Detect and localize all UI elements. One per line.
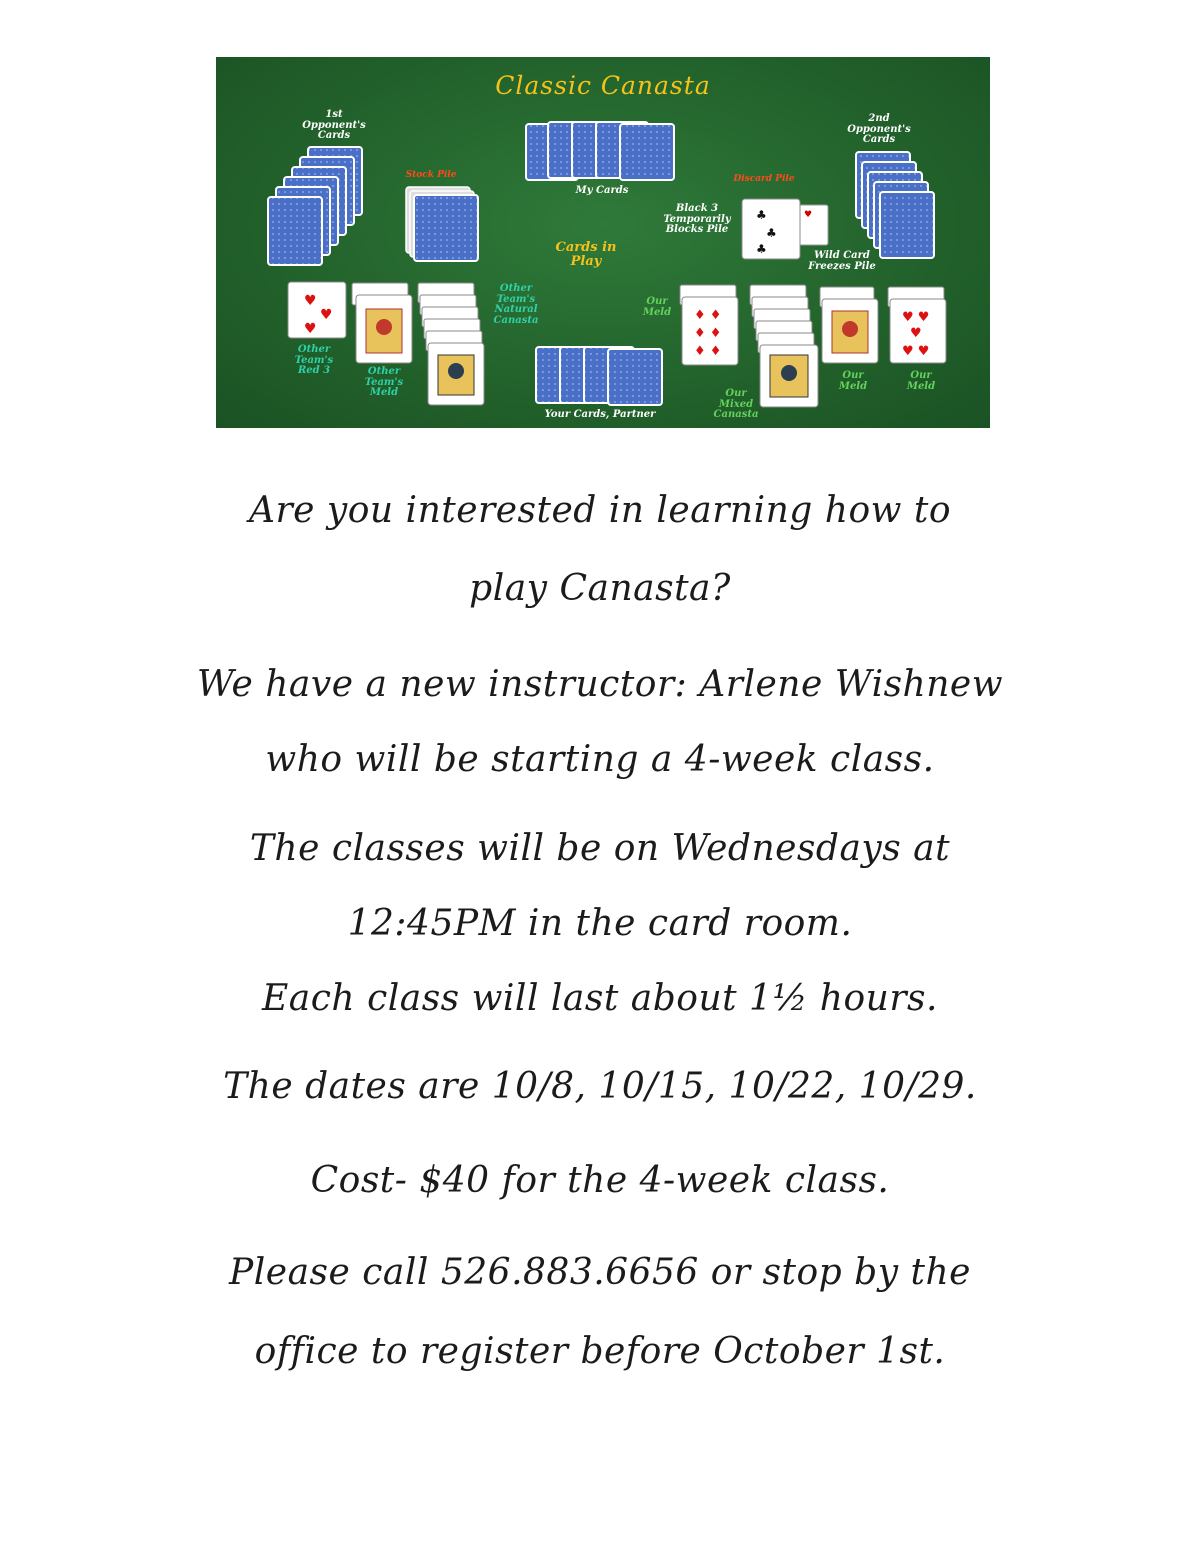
svg-text:♦ ♦: ♦ ♦ [694, 326, 722, 341]
text-line-7: Each class will last about 1½ hours. [262, 978, 938, 1019]
text-line-1: Are you interested in learning how to [248, 490, 952, 531]
svg-text:♥: ♥ [304, 293, 317, 309]
label-our-meld-a: Our Meld [838, 370, 868, 392]
label-my-cards: My Cards [575, 185, 629, 196]
label-cards-in-play: Cards in Play [555, 240, 617, 269]
label-discard-pile: Discard Pile [733, 174, 795, 184]
svg-text:♦ ♦: ♦ ♦ [694, 344, 722, 359]
svg-text:♥: ♥ [804, 210, 813, 220]
label-stock-pile: Stock Pile [405, 170, 457, 180]
other-team-natural-canasta [418, 283, 484, 405]
label-wild-card: Wild Card Freezes Pile [808, 250, 876, 272]
svg-text:♥: ♥ [320, 307, 333, 323]
text-line-6: 12:45PM in the card room. [347, 903, 853, 944]
svg-text:♣: ♣ [756, 208, 767, 222]
svg-text:♦ ♦: ♦ ♦ [694, 308, 722, 323]
other-team-meld [352, 283, 412, 363]
svg-text:♥ ♥: ♥ ♥ [902, 310, 930, 325]
stock-pile [406, 187, 478, 261]
partner-cards [536, 347, 662, 405]
svg-text:♥: ♥ [304, 321, 317, 337]
label-other-red3: Other Team's Red 3 [294, 344, 334, 376]
label-our-meld-b: Our Meld [906, 370, 936, 392]
second-opponent-cards [856, 152, 934, 258]
our-meld-queens [820, 287, 878, 363]
text-line-4: who will be starting a 4-week class. [265, 739, 935, 780]
label-black3: Black 3 Temporarily Blocks Pile [663, 203, 731, 235]
label-second-opponent: 2nd Opponent's Cards [847, 113, 911, 145]
canasta-diagram [216, 57, 990, 428]
text-line-3: We have a new instructor: Arlene Wishnew [196, 664, 1004, 705]
text-line-10: Please call 526.883.6656 or stop by the [229, 1252, 971, 1293]
label-first-opponent: 1st Opponent's Cards [302, 109, 366, 141]
svg-text:♣: ♣ [766, 226, 777, 240]
label-other-natural: Other Team's Natural Canasta [493, 283, 539, 326]
other-team-red3 [288, 282, 346, 338]
text-line-9: Cost- $40 for the 4-week class. [310, 1160, 890, 1201]
text-line-8: The dates are 10/8, 10/15, 10/22, 10/29. [223, 1066, 977, 1107]
diagram-title: Classic Canasta [495, 71, 711, 100]
text-line-11: office to register before October 1st. [254, 1331, 946, 1372]
svg-text:♣: ♣ [756, 242, 767, 256]
text-line-2: play Canasta? [469, 568, 731, 609]
label-our-mixed: Our Mixed Canasta [713, 388, 759, 420]
svg-text:♥: ♥ [910, 326, 922, 341]
text-line-5: The classes will be on Wednesdays at [249, 828, 951, 869]
our-meld-nines [680, 285, 738, 365]
svg-text:♥ ♥: ♥ ♥ [902, 344, 930, 359]
label-partner-cards: Your Cards, Partner [544, 409, 656, 420]
label-other-meld: Other Team's Meld [364, 366, 404, 398]
first-opponent-cards [268, 147, 362, 265]
my-cards [526, 122, 674, 180]
label-our-meld-left: Our Meld [642, 296, 672, 318]
our-meld-fives [888, 287, 946, 363]
